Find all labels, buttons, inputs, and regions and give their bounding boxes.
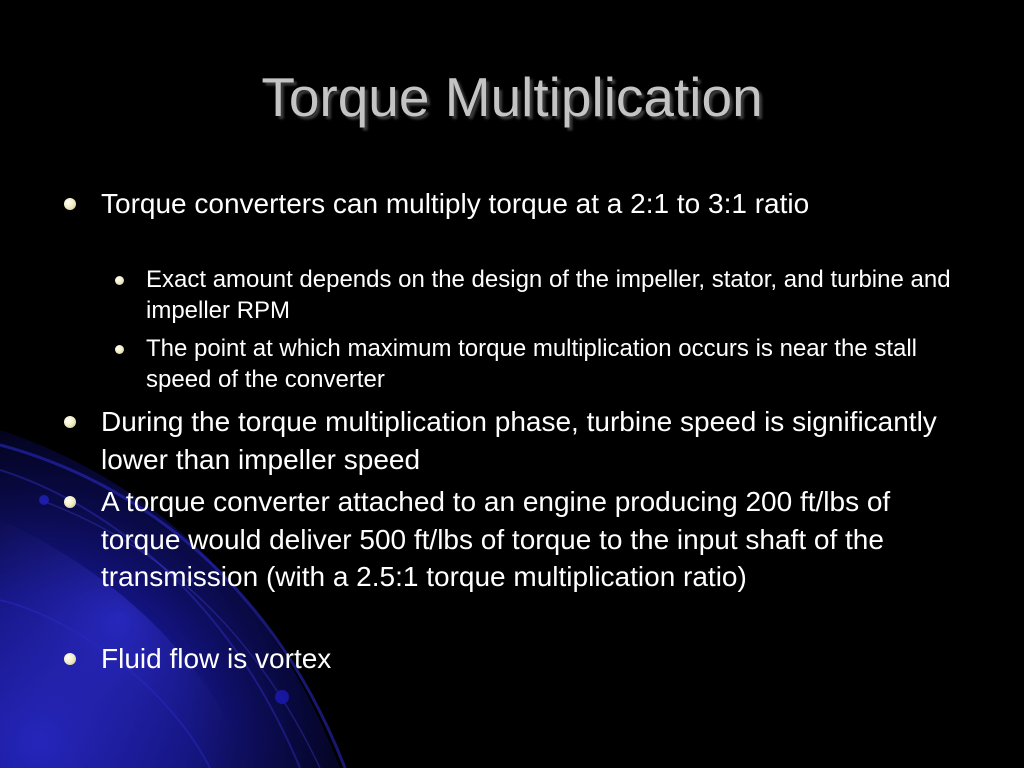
sub-bullet-item xyxy=(146,264,976,326)
bullet-dot-icon xyxy=(64,496,76,508)
sub-bullet-item xyxy=(146,333,976,395)
bullet-item xyxy=(101,483,961,596)
bullet-item xyxy=(101,403,961,478)
bullet-dot-icon xyxy=(64,416,76,428)
bullet-dot-icon xyxy=(64,198,76,210)
bullet-text: Fluid flow is vortex xyxy=(101,643,332,674)
slide-title: Torque Multiplication xyxy=(261,66,763,128)
bullet-text: Torque converters can multiply torque at a 2:1 to 3:1 ratio xyxy=(101,188,810,219)
bullet-text: During the torque multiplication phase, turbine speed is significantly lower than impeller speed xyxy=(101,406,937,475)
sub-bullet-text: Exact amount depends on the design of the impeller, stator, and turbine and impeller RPM xyxy=(146,266,951,324)
bullet-dot-icon xyxy=(115,345,124,354)
bullet-dot-icon xyxy=(115,276,124,285)
sub-bullet-text: The point at which maximum torque multiplication occurs is near the stall speed of the converter xyxy=(146,335,917,393)
bullet-dot-icon xyxy=(64,653,76,665)
bullet-item xyxy=(101,640,961,678)
bullet-item xyxy=(101,185,961,223)
bullet-text: A torque converter attached to an engine producing 200 ft/lbs of torque would deliver 500 ft/lbs of torque to the input shaft of the transmission (with a 2.5:1 torque multiplication ratio) xyxy=(101,486,891,592)
